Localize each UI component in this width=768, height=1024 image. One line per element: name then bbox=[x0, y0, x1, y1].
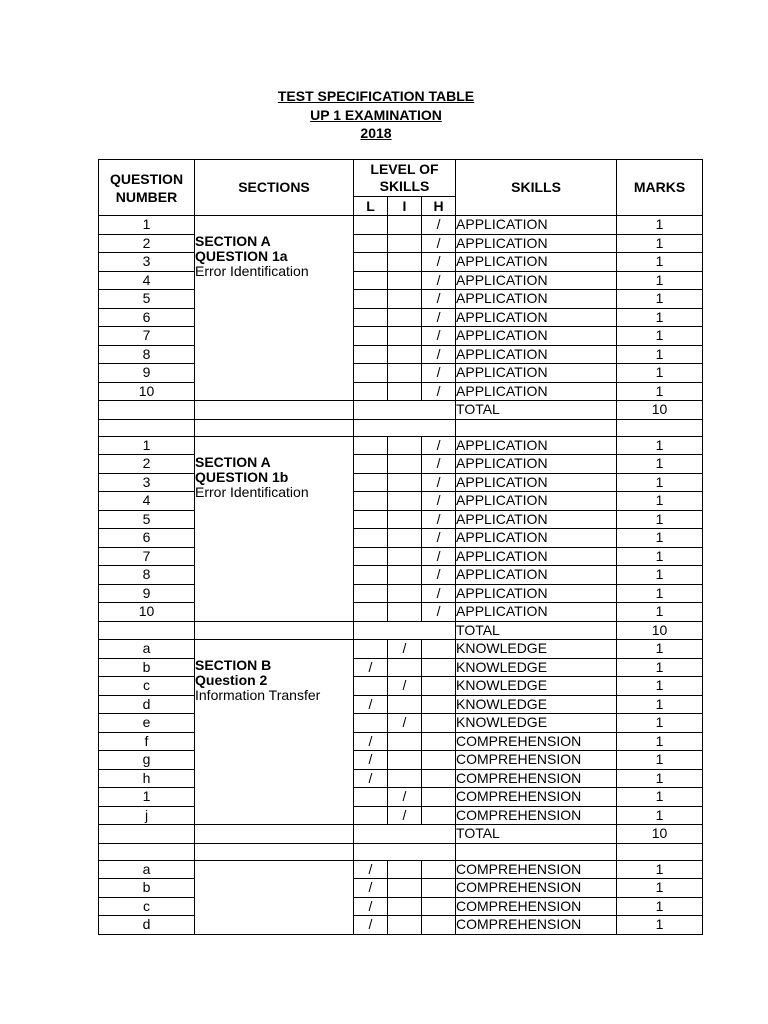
level-l-cell bbox=[354, 455, 388, 474]
table-row bbox=[99, 751, 703, 770]
table-row bbox=[99, 547, 703, 566]
level-cell bbox=[354, 419, 456, 436]
skill-cell: COMPREHENSION bbox=[456, 751, 617, 770]
skill-cell: APPLICATION bbox=[456, 529, 617, 548]
section-spacer bbox=[195, 437, 353, 455]
question-number-cell: 10 bbox=[99, 603, 195, 622]
marks-cell: 1 bbox=[617, 916, 703, 935]
level-h-cell bbox=[422, 897, 456, 916]
level-i-cell bbox=[388, 234, 422, 253]
level-h-cell bbox=[422, 695, 456, 714]
level-h-cell bbox=[422, 806, 456, 825]
marks-cell: 1 bbox=[617, 364, 703, 383]
level-i-cell: / bbox=[388, 640, 422, 659]
marks-cell: 1 bbox=[617, 677, 703, 696]
skill-cell: APPLICATION bbox=[456, 436, 617, 455]
level-l-cell: / bbox=[354, 879, 388, 898]
marks-cell: 1 bbox=[617, 714, 703, 733]
question-number-cell: 4 bbox=[99, 271, 195, 290]
header-level-of-skills: LEVEL OF SKILLS bbox=[354, 160, 456, 197]
level-i-cell bbox=[388, 308, 422, 327]
question-number-cell: 5 bbox=[99, 510, 195, 529]
skill-cell: COMPREHENSION bbox=[456, 860, 617, 879]
level-cell bbox=[354, 843, 456, 860]
skill-cell: COMPREHENSION bbox=[456, 788, 617, 807]
table-row bbox=[99, 308, 703, 327]
skill-cell: APPLICATION bbox=[456, 547, 617, 566]
skill-cell: APPLICATION bbox=[456, 327, 617, 346]
question-number-cell: 1 bbox=[99, 436, 195, 455]
level-i-cell bbox=[388, 436, 422, 455]
section-cell bbox=[195, 621, 354, 640]
level-i-cell bbox=[388, 879, 422, 898]
marks-cell: 1 bbox=[617, 584, 703, 603]
spacer-row bbox=[99, 843, 703, 860]
header-level-l: L bbox=[354, 197, 388, 216]
table-row bbox=[99, 382, 703, 401]
level-l-cell bbox=[354, 714, 388, 733]
skill-cell: APPLICATION bbox=[456, 510, 617, 529]
table-row bbox=[99, 806, 703, 825]
level-h-cell: / bbox=[422, 547, 456, 566]
level-h-cell: / bbox=[422, 234, 456, 253]
level-h-cell: / bbox=[422, 271, 456, 290]
skill-cell: APPLICATION bbox=[456, 234, 617, 253]
skill-cell bbox=[456, 843, 617, 860]
table-row bbox=[99, 603, 703, 622]
level-l-cell bbox=[354, 345, 388, 364]
table-row bbox=[99, 455, 703, 474]
question-number-cell: c bbox=[99, 897, 195, 916]
section-spacer bbox=[195, 216, 353, 234]
level-i-cell bbox=[388, 455, 422, 474]
level-h-cell bbox=[422, 751, 456, 770]
table-row bbox=[99, 327, 703, 346]
table-row bbox=[99, 566, 703, 585]
section-cell bbox=[195, 843, 354, 860]
skill-cell: KNOWLEDGE bbox=[456, 640, 617, 659]
section-heading: SECTION A bbox=[195, 233, 271, 249]
marks-cell: 1 bbox=[617, 603, 703, 622]
marks-cell: 1 bbox=[617, 547, 703, 566]
question-number-cell: h bbox=[99, 769, 195, 788]
section-cell bbox=[195, 640, 354, 825]
level-h-cell: / bbox=[422, 345, 456, 364]
level-i-cell bbox=[388, 364, 422, 383]
skill-cell: APPLICATION bbox=[456, 455, 617, 474]
level-i-cell: / bbox=[388, 806, 422, 825]
marks-cell: 1 bbox=[617, 345, 703, 364]
table-row bbox=[99, 860, 703, 879]
level-i-cell bbox=[388, 584, 422, 603]
level-i-cell bbox=[388, 751, 422, 770]
document-title bbox=[0, 87, 752, 143]
question-number-cell: 6 bbox=[99, 308, 195, 327]
question-number-cell: j bbox=[99, 806, 195, 825]
marks-cell: 1 bbox=[617, 640, 703, 659]
level-i-cell bbox=[388, 492, 422, 511]
section-heading: Question 2 bbox=[195, 672, 268, 688]
question-number-cell: 3 bbox=[99, 253, 195, 272]
table-row bbox=[99, 897, 703, 916]
table-row bbox=[99, 879, 703, 898]
level-h-cell bbox=[422, 788, 456, 807]
level-l-cell bbox=[354, 382, 388, 401]
total-label: TOTAL bbox=[456, 621, 617, 640]
level-h-cell bbox=[422, 658, 456, 677]
marks-cell bbox=[617, 419, 703, 436]
level-l-cell: / bbox=[354, 658, 388, 677]
level-h-cell: / bbox=[422, 308, 456, 327]
marks-cell: 1 bbox=[617, 897, 703, 916]
question-number-cell: 4 bbox=[99, 492, 195, 511]
level-i-cell bbox=[388, 253, 422, 272]
total-row bbox=[99, 401, 703, 420]
level-h-cell: / bbox=[422, 510, 456, 529]
table-row bbox=[99, 271, 703, 290]
level-l-cell: / bbox=[354, 897, 388, 916]
skill-cell: APPLICATION bbox=[456, 271, 617, 290]
level-l-cell bbox=[354, 788, 388, 807]
table-row bbox=[99, 677, 703, 696]
level-l-cell bbox=[354, 547, 388, 566]
level-i-cell: / bbox=[388, 677, 422, 696]
level-i-cell bbox=[388, 547, 422, 566]
question-number-cell: e bbox=[99, 714, 195, 733]
question-number-cell: 3 bbox=[99, 473, 195, 492]
question-number-cell: 2 bbox=[99, 234, 195, 253]
marks-cell: 1 bbox=[617, 860, 703, 879]
table-row bbox=[99, 345, 703, 364]
level-l-cell bbox=[354, 640, 388, 659]
question-number-cell bbox=[99, 419, 195, 436]
skill-cell: APPLICATION bbox=[456, 216, 617, 235]
question-number-cell: 5 bbox=[99, 290, 195, 309]
question-number-cell: 10 bbox=[99, 382, 195, 401]
marks-cell: 1 bbox=[617, 788, 703, 807]
level-i-cell bbox=[388, 271, 422, 290]
level-h-cell: / bbox=[422, 382, 456, 401]
table-row bbox=[99, 584, 703, 603]
level-i-cell bbox=[388, 769, 422, 788]
level-h-cell: / bbox=[422, 364, 456, 383]
section-cell bbox=[195, 436, 354, 621]
level-l-cell bbox=[354, 566, 388, 585]
title-line: TEST SPECIFICATION TABLE bbox=[277, 88, 475, 104]
marks-cell bbox=[617, 843, 703, 860]
level-l-cell: / bbox=[354, 751, 388, 770]
level-l-cell bbox=[354, 327, 388, 346]
marks-cell: 1 bbox=[617, 253, 703, 272]
level-l-cell bbox=[354, 584, 388, 603]
level-h-cell bbox=[422, 640, 456, 659]
title-line: UP 1 EXAMINATION bbox=[310, 106, 442, 123]
level-h-cell: / bbox=[422, 492, 456, 511]
level-i-cell bbox=[388, 732, 422, 751]
level-i-cell bbox=[388, 345, 422, 364]
marks-cell: 1 bbox=[617, 216, 703, 235]
level-i-cell bbox=[388, 382, 422, 401]
section-description: Error Identification bbox=[195, 483, 309, 500]
level-h-cell: / bbox=[422, 253, 456, 272]
header-question-number: QUESTION NUMBER bbox=[99, 160, 195, 216]
table-row bbox=[99, 658, 703, 677]
question-number-cell: 9 bbox=[99, 364, 195, 383]
question-number-cell: d bbox=[99, 695, 195, 714]
question-number-cell: 1 bbox=[99, 216, 195, 235]
question-number-cell: 7 bbox=[99, 547, 195, 566]
marks-cell: 1 bbox=[617, 308, 703, 327]
level-h-cell bbox=[422, 677, 456, 696]
level-l-cell bbox=[354, 529, 388, 548]
marks-cell: 1 bbox=[617, 436, 703, 455]
question-number-cell: c bbox=[99, 677, 195, 696]
level-l-cell bbox=[354, 492, 388, 511]
level-h-cell bbox=[422, 916, 456, 935]
table-row bbox=[99, 640, 703, 659]
level-l-cell bbox=[354, 253, 388, 272]
section-description: Error Identification bbox=[195, 263, 309, 279]
level-i-cell bbox=[388, 860, 422, 879]
table-body bbox=[99, 216, 703, 935]
level-l-cell bbox=[354, 308, 388, 327]
table-row bbox=[99, 529, 703, 548]
marks-cell: 1 bbox=[617, 566, 703, 585]
section-heading: SECTION A bbox=[195, 453, 271, 470]
level-l-cell bbox=[354, 806, 388, 825]
level-i-cell bbox=[388, 290, 422, 309]
marks-cell: 1 bbox=[617, 382, 703, 401]
level-l-cell: / bbox=[354, 695, 388, 714]
spacer-row bbox=[99, 419, 703, 436]
level-i-cell bbox=[388, 897, 422, 916]
table-row bbox=[99, 788, 703, 807]
level-h-cell: / bbox=[422, 584, 456, 603]
total-marks: 10 bbox=[617, 621, 703, 640]
header-marks: MARKS bbox=[617, 160, 703, 216]
skill-cell: COMPREHENSION bbox=[456, 916, 617, 935]
total-row bbox=[99, 825, 703, 844]
level-h-cell: / bbox=[422, 529, 456, 548]
level-l-cell: / bbox=[354, 860, 388, 879]
skill-cell: COMPREHENSION bbox=[456, 806, 617, 825]
level-i-cell: / bbox=[388, 714, 422, 733]
level-h-cell: / bbox=[422, 290, 456, 309]
table-row bbox=[99, 916, 703, 935]
level-i-cell bbox=[388, 916, 422, 935]
table-row bbox=[99, 253, 703, 272]
skill-cell: APPLICATION bbox=[456, 603, 617, 622]
section-heading: QUESTION 1a bbox=[195, 248, 288, 264]
level-i-cell bbox=[388, 216, 422, 235]
marks-cell: 1 bbox=[617, 732, 703, 751]
level-cell bbox=[354, 825, 456, 844]
table-row bbox=[99, 216, 703, 235]
level-l-cell bbox=[354, 271, 388, 290]
skill-cell: KNOWLEDGE bbox=[456, 658, 617, 677]
level-i-cell bbox=[388, 473, 422, 492]
question-number-cell: d bbox=[99, 916, 195, 935]
question-number-cell: a bbox=[99, 640, 195, 659]
level-i-cell: / bbox=[388, 788, 422, 807]
section-cell bbox=[195, 860, 354, 934]
level-l-cell bbox=[354, 436, 388, 455]
level-l-cell bbox=[354, 216, 388, 235]
level-h-cell: / bbox=[422, 327, 456, 346]
skill-cell: APPLICATION bbox=[456, 290, 617, 309]
table-row bbox=[99, 714, 703, 733]
total-label: TOTAL bbox=[456, 401, 617, 420]
level-l-cell bbox=[354, 677, 388, 696]
total-label: TOTAL bbox=[456, 825, 617, 844]
marks-cell: 1 bbox=[617, 492, 703, 511]
question-number-cell bbox=[99, 401, 195, 420]
level-h-cell: / bbox=[422, 603, 456, 622]
marks-cell: 1 bbox=[617, 879, 703, 898]
table-row bbox=[99, 234, 703, 253]
total-row bbox=[99, 621, 703, 640]
marks-cell: 1 bbox=[617, 455, 703, 474]
question-number-cell: g bbox=[99, 751, 195, 770]
marks-cell: 1 bbox=[617, 529, 703, 548]
level-i-cell bbox=[388, 510, 422, 529]
marks-cell: 1 bbox=[617, 751, 703, 770]
question-number-cell: 1 bbox=[99, 788, 195, 807]
level-h-cell: / bbox=[422, 216, 456, 235]
level-cell bbox=[354, 621, 456, 640]
skill-cell: COMPREHENSION bbox=[456, 897, 617, 916]
level-i-cell bbox=[388, 566, 422, 585]
question-number-cell bbox=[99, 825, 195, 844]
marks-cell: 1 bbox=[617, 806, 703, 825]
total-marks: 10 bbox=[617, 825, 703, 844]
skill-cell: APPLICATION bbox=[456, 364, 617, 383]
table-row bbox=[99, 473, 703, 492]
level-l-cell: / bbox=[354, 916, 388, 935]
section-description: Information Transfer bbox=[195, 687, 321, 703]
total-marks: 10 bbox=[617, 401, 703, 420]
section-cell bbox=[195, 216, 354, 401]
level-i-cell bbox=[388, 529, 422, 548]
level-h-cell bbox=[422, 860, 456, 879]
table-row bbox=[99, 510, 703, 529]
skill-cell: COMPREHENSION bbox=[456, 732, 617, 751]
level-h-cell: / bbox=[422, 455, 456, 474]
level-l-cell: / bbox=[354, 769, 388, 788]
table-row bbox=[99, 732, 703, 751]
skill-cell: APPLICATION bbox=[456, 566, 617, 585]
skill-cell: COMPREHENSION bbox=[456, 879, 617, 898]
level-i-cell bbox=[388, 658, 422, 677]
marks-cell: 1 bbox=[617, 473, 703, 492]
question-number-cell: f bbox=[99, 732, 195, 751]
level-cell bbox=[354, 401, 456, 420]
skill-cell: APPLICATION bbox=[456, 382, 617, 401]
skill-cell bbox=[456, 419, 617, 436]
question-number-cell: 2 bbox=[99, 455, 195, 474]
level-l-cell bbox=[354, 364, 388, 383]
level-i-cell bbox=[388, 695, 422, 714]
header-level-i: I bbox=[388, 197, 422, 216]
marks-cell: 1 bbox=[617, 271, 703, 290]
header-skills: SKILLS bbox=[456, 160, 617, 216]
level-l-cell bbox=[354, 510, 388, 529]
skill-cell: APPLICATION bbox=[456, 253, 617, 272]
table-row bbox=[99, 290, 703, 309]
marks-cell: 1 bbox=[617, 510, 703, 529]
skill-cell: APPLICATION bbox=[456, 492, 617, 511]
section-cell bbox=[195, 401, 354, 420]
level-h-cell bbox=[422, 714, 456, 733]
marks-cell: 1 bbox=[617, 658, 703, 677]
section-heading: SECTION B bbox=[195, 657, 272, 673]
question-number-cell bbox=[99, 621, 195, 640]
level-l-cell bbox=[354, 290, 388, 309]
section-spacer bbox=[195, 640, 353, 658]
question-number-cell: 8 bbox=[99, 566, 195, 585]
level-h-cell: / bbox=[422, 436, 456, 455]
question-number-cell: 7 bbox=[99, 327, 195, 346]
table-row bbox=[99, 769, 703, 788]
question-number-cell: 9 bbox=[99, 584, 195, 603]
level-l-cell bbox=[354, 473, 388, 492]
marks-cell: 1 bbox=[617, 290, 703, 309]
level-l-cell: / bbox=[354, 732, 388, 751]
level-i-cell bbox=[388, 327, 422, 346]
question-number-cell: a bbox=[99, 860, 195, 879]
title-line: 2018 bbox=[360, 125, 392, 141]
level-h-cell bbox=[422, 769, 456, 788]
skill-cell: COMPREHENSION bbox=[456, 769, 617, 788]
marks-cell: 1 bbox=[617, 769, 703, 788]
section-cell bbox=[195, 825, 354, 844]
level-l-cell bbox=[354, 603, 388, 622]
level-h-cell bbox=[422, 879, 456, 898]
question-number-cell: b bbox=[99, 658, 195, 677]
question-number-cell bbox=[99, 843, 195, 860]
skill-cell: APPLICATION bbox=[456, 584, 617, 603]
skill-cell: APPLICATION bbox=[456, 308, 617, 327]
header-level-h: H bbox=[422, 197, 456, 216]
level-i-cell bbox=[388, 603, 422, 622]
skill-cell: KNOWLEDGE bbox=[456, 677, 617, 696]
table-row bbox=[99, 695, 703, 714]
section-cell bbox=[195, 419, 354, 436]
marks-cell: 1 bbox=[617, 327, 703, 346]
skill-cell: APPLICATION bbox=[456, 473, 617, 492]
header-sections: SECTIONS bbox=[195, 160, 354, 216]
marks-cell: 1 bbox=[617, 234, 703, 253]
question-number-cell: b bbox=[99, 879, 195, 898]
skill-cell: KNOWLEDGE bbox=[456, 714, 617, 733]
table-row bbox=[99, 492, 703, 511]
table-row bbox=[99, 436, 703, 455]
section-heading: QUESTION 1b bbox=[195, 468, 289, 485]
table-row bbox=[99, 364, 703, 383]
level-l-cell bbox=[354, 234, 388, 253]
question-number-cell: 6 bbox=[99, 529, 195, 548]
level-h-cell bbox=[422, 732, 456, 751]
level-h-cell: / bbox=[422, 473, 456, 492]
question-number-cell: 8 bbox=[99, 345, 195, 364]
skill-cell: KNOWLEDGE bbox=[456, 695, 617, 714]
marks-cell: 1 bbox=[617, 695, 703, 714]
level-h-cell: / bbox=[422, 566, 456, 585]
specification-table bbox=[98, 159, 703, 935]
skill-cell: APPLICATION bbox=[456, 345, 617, 364]
